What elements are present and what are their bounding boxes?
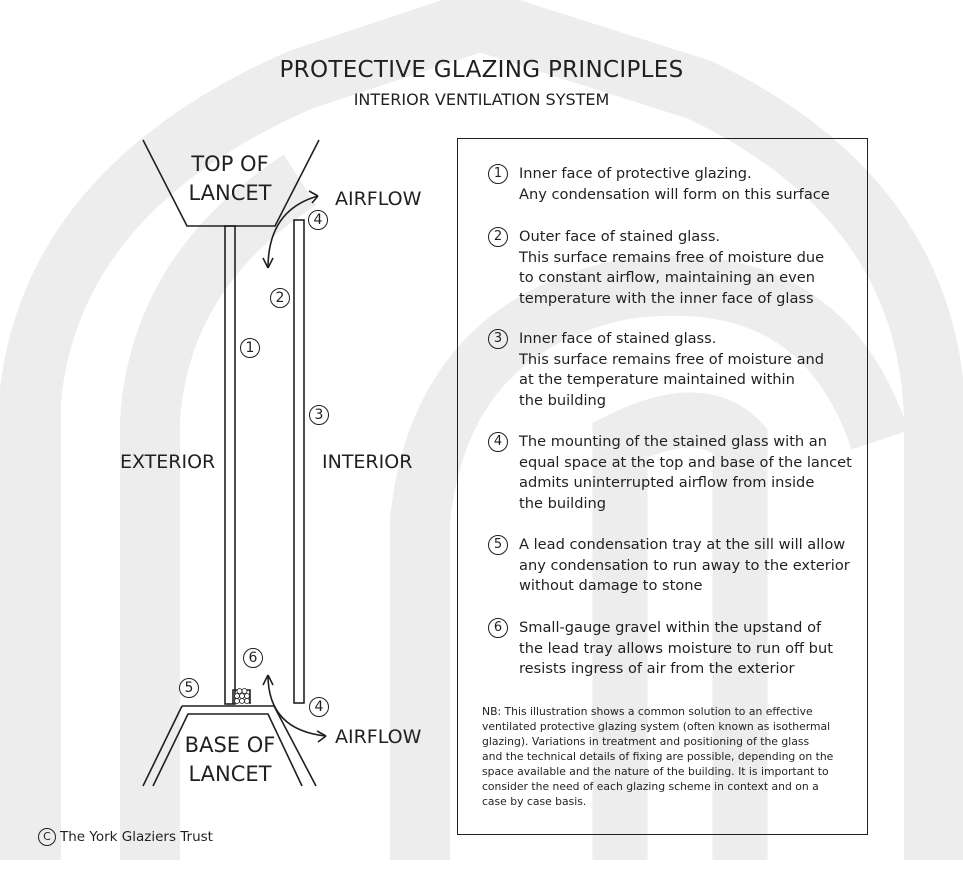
airflow-top-label: AIRFLOW	[335, 188, 422, 210]
top-of-lancet-line-2: LANCET	[188, 181, 272, 205]
nb-line: case by case basis.	[482, 795, 587, 808]
legend-line: Outer face of stained glass.	[519, 228, 721, 245]
marker-3: 3	[309, 405, 329, 425]
top-of-lancet-label	[170, 150, 290, 208]
legend-panel	[457, 138, 868, 835]
nb-line: consider the need of each glazing scheme in context and on a	[482, 780, 819, 793]
legend-text	[519, 618, 859, 680]
nb-line: and the technical details of fixing are possible, depending on the	[482, 750, 834, 763]
legend-number: 5	[488, 535, 508, 555]
legend-line: without damage to stone	[519, 577, 703, 594]
legend-text	[519, 164, 859, 205]
legend-line: temperature with the inner face of glass	[519, 289, 814, 307]
marker-4-bottom: 4	[309, 697, 329, 717]
legend-line: resists ingress of air from the exterior	[519, 660, 795, 677]
legend-text	[519, 432, 859, 514]
copyright-text: The York Glaziers Trust	[60, 829, 213, 845]
marker-6: 6	[243, 648, 263, 668]
legend-line: the building	[519, 391, 607, 409]
stained-glass-pane	[294, 220, 304, 703]
legend-line: to constant airflow, maintaining an even	[519, 269, 816, 286]
nb-line: space available and the nature of the building. It is important to	[482, 765, 829, 778]
legend-text	[519, 535, 859, 597]
page-subtitle: INTERIOR VENTILATION SYSTEM	[353, 90, 610, 109]
airflow-bottom-label: AIRFLOW	[335, 726, 422, 748]
legend-line: equal space at the top and base of the lancet	[519, 453, 852, 471]
legend-number: 1	[488, 164, 508, 184]
legend-line: A lead condensation tray at the sill will allow	[519, 536, 846, 553]
marker-5: 5	[179, 678, 199, 698]
marker-4-top: 4	[308, 210, 328, 230]
nb-line: ventilated protective glazing system (often known as isothermal	[482, 720, 831, 733]
legend-line: The mounting of the stained glass with an	[519, 433, 828, 450]
legend-number: 2	[488, 227, 508, 247]
marker-1: 1	[240, 338, 260, 358]
legend-number: 4	[488, 432, 508, 452]
copyright-icon: C	[38, 828, 56, 846]
copyright-notice	[38, 828, 213, 846]
marker-2: 2	[270, 288, 290, 308]
legend-line: Small-gauge gravel within the upstand of	[519, 619, 822, 636]
base-of-lancet-line-1: BASE OF	[184, 733, 276, 757]
legend-line: This surface remains free of moisture due	[519, 248, 825, 266]
nb-line: NB: This illustration shows a common solution to an effective	[482, 705, 813, 718]
page-title: PROTECTIVE GLAZING PRINCIPLES	[279, 57, 684, 83]
nb-note	[482, 704, 852, 809]
interior-label: INTERIOR	[322, 451, 413, 473]
protective-glazing	[225, 226, 235, 704]
base-of-lancet-label	[170, 731, 290, 789]
airflow-bottom-arrowhead-1	[317, 731, 326, 742]
legend-line: any condensation to run away to the exterior	[519, 556, 850, 574]
nb-line: glazing). Variations in treatment and positioning of the glass	[482, 735, 810, 748]
legend-line: Any condensation will form on this surface	[519, 185, 830, 203]
legend-number: 3	[488, 329, 508, 349]
exterior-label: EXTERIOR	[120, 451, 216, 473]
legend-number: 6	[488, 618, 508, 638]
top-of-lancet-line-1: TOP OF	[191, 152, 269, 176]
legend-line: at the temperature maintained within	[519, 371, 795, 388]
legend-line: This surface remains free of moisture and	[519, 350, 825, 368]
gravel	[235, 689, 250, 704]
legend-text	[519, 329, 859, 411]
base-of-lancet-line-2: LANCET	[188, 762, 272, 786]
legend-line: Inner face of protective glazing.	[519, 165, 752, 182]
legend-line: the lead tray allows moisture to run off but	[519, 639, 833, 657]
legend-line: the building	[519, 494, 607, 512]
legend-text	[519, 227, 859, 309]
legend-line: Inner face of stained glass.	[519, 330, 717, 347]
legend-line: admits uninterrupted airflow from inside	[519, 474, 815, 491]
